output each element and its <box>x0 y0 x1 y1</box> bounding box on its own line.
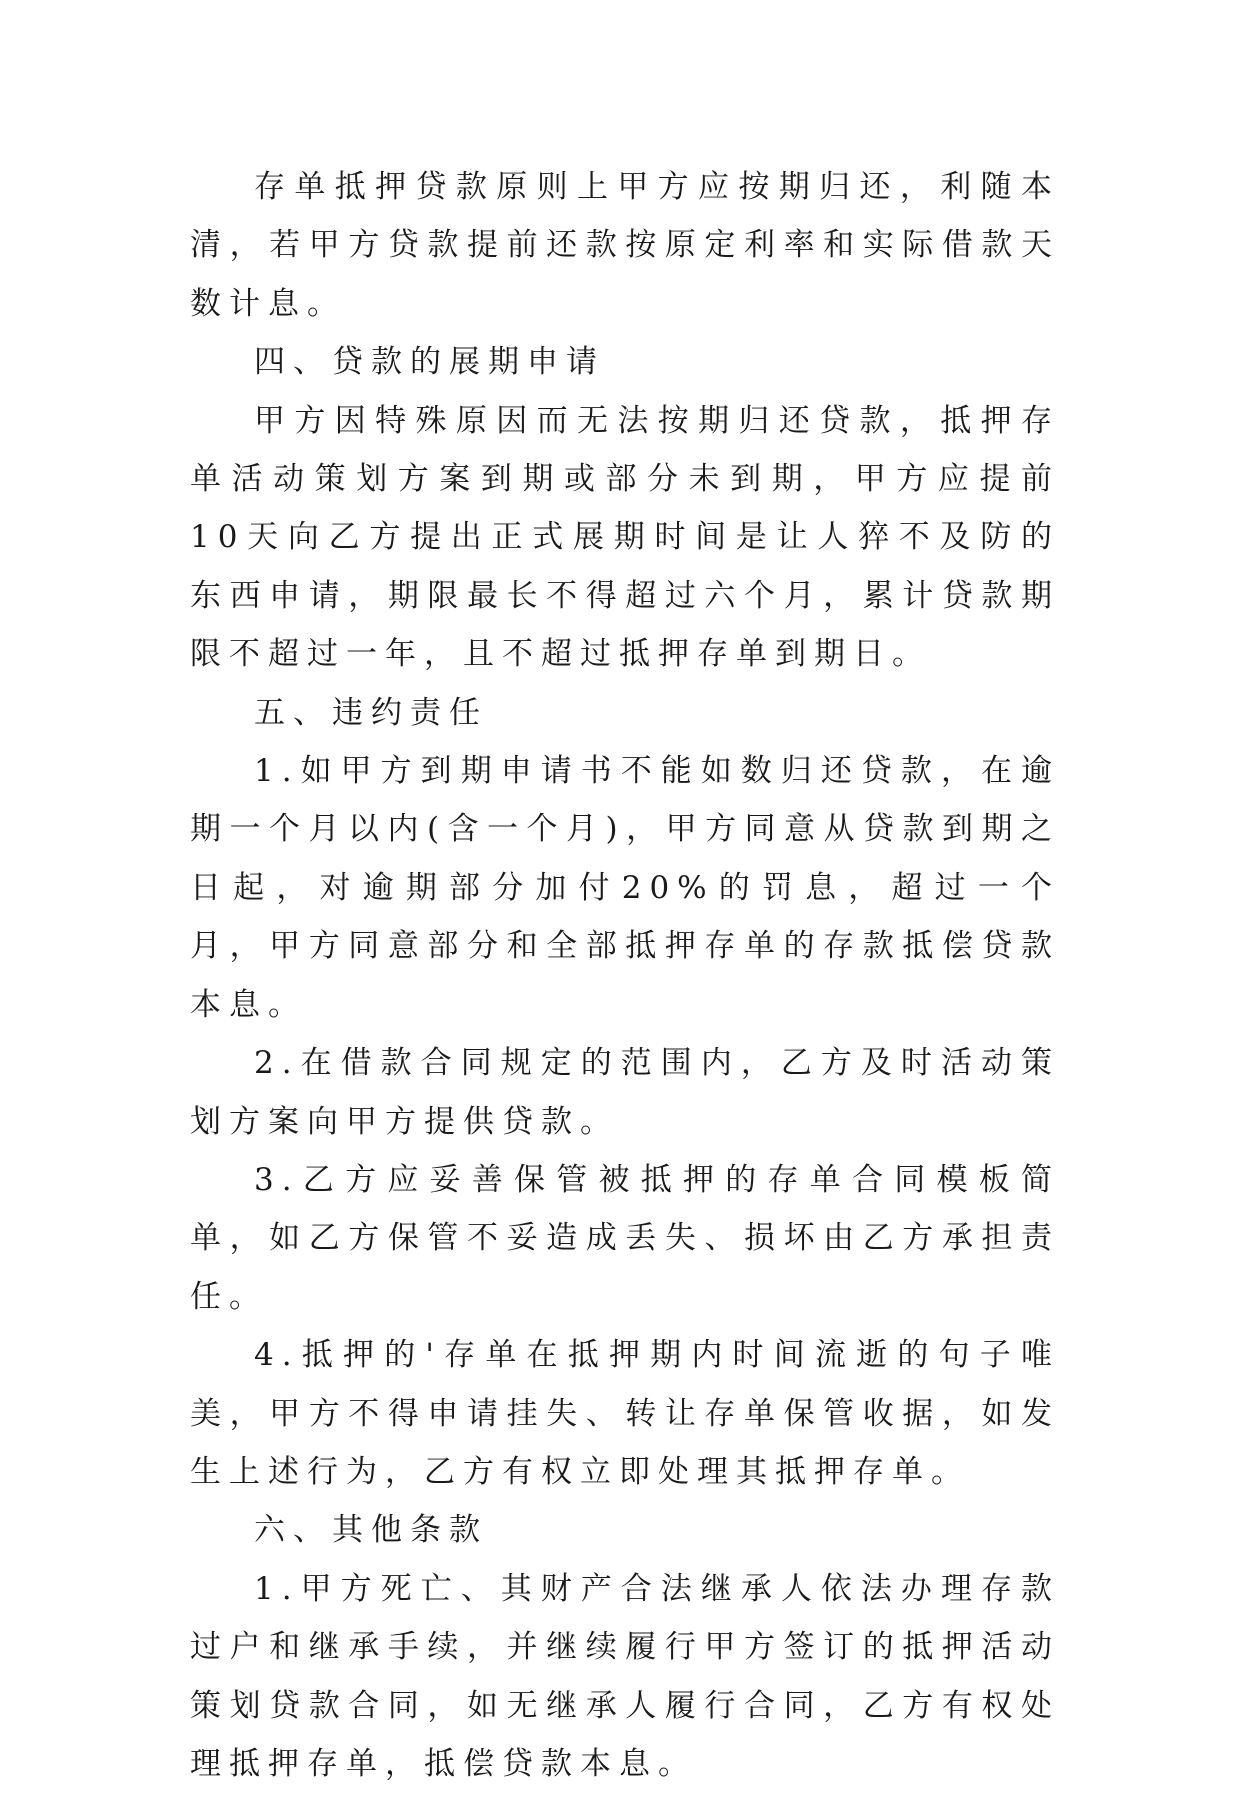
document-page <box>190 158 1060 1793</box>
heading-section-5: 五、违约责任 <box>254 694 488 731</box>
heading-section-6: 六、其他条款 <box>254 1512 488 1549</box>
paragraph-breach-1: 1.如甲方到期申请书不能如数归还贷款，在逾期一个月以内(含一个月)，甲方同意从贷款到期之日起，对逾期部分加付20%的罚息，超过一个月，甲方同意部分和全部抵押存单的存款抵偿贷款本息。 <box>190 753 1060 1023</box>
heading-section-4: 四、贷款的展期申请 <box>254 344 605 381</box>
paragraph-repayment: 存单抵押贷款原则上甲方应按期归还，利随本清，若甲方贷款提前还款按原定利率和实际借款天数计息。 <box>190 169 1060 322</box>
paragraph-breach-2: 2.在借款合同规定的范围内，乙方及时活动策划方案向甲方提供贷款。 <box>190 1045 1060 1140</box>
paragraph-extension: 甲方因特殊原因而无法按期归还贷款，抵押存单活动策划方案到期或部分未到期，甲方应提前10天向乙方提出正式展期时间是让人猝不及防的东西申请，期限最长不得超过六个月，累计贷款期限不超过一年，且不超过抵押存单到期日。 <box>190 402 1060 673</box>
paragraph-breach-4: 4.抵押的'存单在抵押期内时间流逝的句子唯美，甲方不得申请挂失、转让存单保管收据，如发生上述行为，乙方有权立即处理其抵押存单。 <box>190 1337 1060 1490</box>
paragraph-other-1: 1.甲方死亡、其财产合法继承人依法办理存款过户和继承手续，并继续履行甲方签订的抵押活动策划贷款合同，如无继承人履行合同，乙方有权处理抵押存单，抵偿贷款本息。 <box>190 1570 1060 1782</box>
paragraph-breach-3: 3.乙方应妥善保管被抵押的存单合同模板简单，如乙方保管不妥造成丢失、损坏由乙方承担责任。 <box>190 1161 1060 1315</box>
